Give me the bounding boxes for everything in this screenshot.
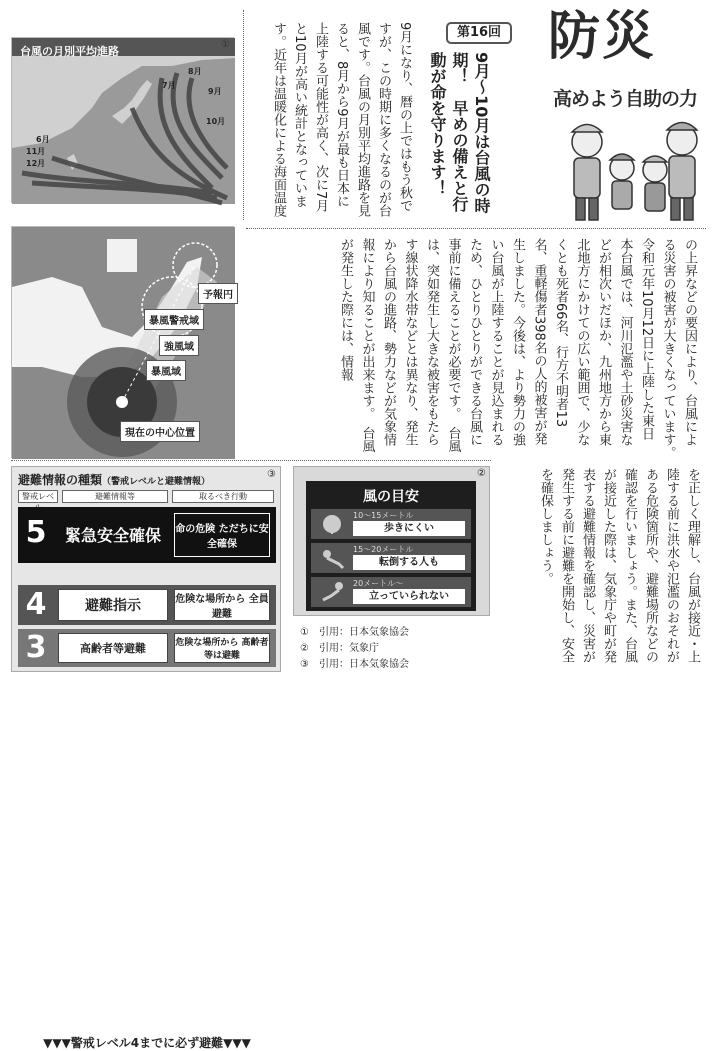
series-number: 第16回	[446, 22, 512, 44]
level-action	[174, 633, 270, 663]
article-intro-column: 9月になり、暦の上ではもう秋ですが、この時期に多くなるのが台風です。台風の月別平均進路を見ると、8月から9月が最も日本に上陸する可能性が高く、次に7月と10月が高い統計となっています。近年は温暖化による海面温度	[271, 22, 412, 217]
month-label: 9月	[208, 87, 222, 96]
month-label: 7月	[162, 81, 176, 90]
level-action-text: 危険な場所から 全員避難	[175, 594, 269, 620]
level-number: 4	[25, 587, 47, 622]
level-number: 5	[25, 515, 47, 550]
wind-guide-panel	[306, 481, 476, 611]
evacuation-title-text: 避難情報の種類	[18, 473, 103, 487]
citation: ① 引用：日本気象協会	[300, 627, 409, 638]
typhoon-forecast-diagram	[11, 226, 234, 458]
separator	[246, 228, 706, 229]
umbrella-icon	[317, 512, 347, 536]
wind-guide-chart	[293, 466, 490, 616]
blown-person-icon	[317, 580, 347, 604]
level-number: 3	[25, 630, 47, 665]
separator	[11, 460, 491, 461]
wind-guide-title: 風の目安	[363, 489, 419, 505]
family-illustration	[552, 112, 702, 224]
month-label: 10月	[206, 117, 226, 126]
evacuation-subtitle: （警戒レベルと避難情報）	[102, 477, 211, 487]
level-5-row	[18, 507, 276, 563]
strong-wind-area-label: 強風域	[159, 335, 199, 356]
falling-person-icon	[317, 546, 347, 570]
wind-effect: 歩きにくい	[353, 521, 465, 536]
month-label: 8月	[188, 67, 202, 76]
logo-subtitle: 高めよう自助の力	[553, 88, 698, 110]
storm-warning-area-label: 暴風警戒域	[144, 309, 204, 330]
level-4-row	[18, 585, 276, 625]
article-body-column: の上昇などの要因により、台風による災害の被害が大きくなっています。 令和元年10月12日に上陸した東日本台風では、河川氾濫や土砂災害などが相次いだほか、九州地方から東北地方にかけての広い範囲で、少なくとも死者66名、行方不明者13名、重軽傷者398名の人的被害が発生しました。今後は、より勢力の強い台風が上陸することが見込まれるため、ひとりひとりができる台風に事前に備えることが必要です。 台風は、突如発生し大きな被害をもたらす線状降水帯などとは異なり、発生から台風の進路、勢力などが気象情報により知ることが出来ます。 台風が発生した際には、情報	[338, 238, 697, 466]
citation-list	[300, 625, 409, 673]
headline: 9月～10月は台風の時期！ 早めの備えと行動が命を守ります！	[428, 52, 491, 214]
current-center-label: 現在の中心位置	[120, 421, 200, 442]
wind-speed: 20メートル～	[353, 579, 404, 588]
month-label: 12月	[26, 159, 46, 168]
level-info	[58, 633, 168, 663]
article-conclusion-column: を正しく理解し、台風が接近・上陸する前に洪水や氾濫のおそれがある危険箇所や、避難場所などの確認を行いましょう。また、台風が接近した際は、気象庁や町が発表する避難情報を確認し、災害が発生する前に避難を開始し、安全を確保しましょう。	[538, 468, 700, 663]
citation: ② 引用：気象庁	[300, 643, 379, 654]
month-label: 6月	[36, 135, 50, 144]
forecast-circle-label: 予報円	[198, 283, 238, 304]
header-level: 警戒レベ	[18, 490, 58, 503]
wind-row	[311, 577, 471, 607]
level-action-text: 命の危険 ただちに安全確保	[175, 524, 269, 550]
separator	[243, 10, 244, 220]
wind-speed: 10～15メートル	[353, 511, 414, 520]
level-info: 緊急安全確保	[64, 526, 161, 545]
evacuation-chart-title	[18, 471, 210, 488]
wind-effect: 転倒する人も	[353, 555, 465, 570]
evacuation-banner: ▼▼▼警戒レベル4までに必ず避難▼▼▼	[43, 1036, 251, 1050]
wind-effect: 立っていられない	[353, 589, 465, 604]
level-action	[174, 513, 270, 557]
level-action	[174, 589, 270, 621]
month-label: 11月	[26, 147, 46, 156]
header-action: 取るべき行動	[172, 490, 274, 503]
level-action-text: 危険な場所から 高齢者等は避難	[175, 638, 269, 661]
wind-row	[311, 543, 471, 573]
typhoon-map-graphic	[12, 38, 235, 204]
level-info	[58, 589, 168, 621]
citation: ③ 引用：日本気象協会	[300, 659, 409, 670]
figure-number-3: ③	[267, 469, 276, 480]
wind-row	[311, 509, 471, 539]
header-info: 避難情報等	[62, 490, 168, 503]
figure-number-1: ①	[221, 39, 230, 50]
evacuation-info-chart	[11, 466, 281, 1050]
level-info-text: 避難指示	[85, 598, 141, 614]
wind-speed: 15～20メートル	[353, 545, 414, 554]
typhoon-track-map	[11, 37, 234, 203]
typhoon-map-title: 台風の月別平均進路	[20, 45, 119, 58]
level-3-row	[18, 629, 276, 667]
storm-area-label: 暴風域	[146, 360, 186, 381]
level-info-text: 高齢者等避難	[80, 642, 146, 655]
logo-title: 防災	[548, 7, 657, 67]
figure-number-2: ②	[477, 468, 486, 479]
